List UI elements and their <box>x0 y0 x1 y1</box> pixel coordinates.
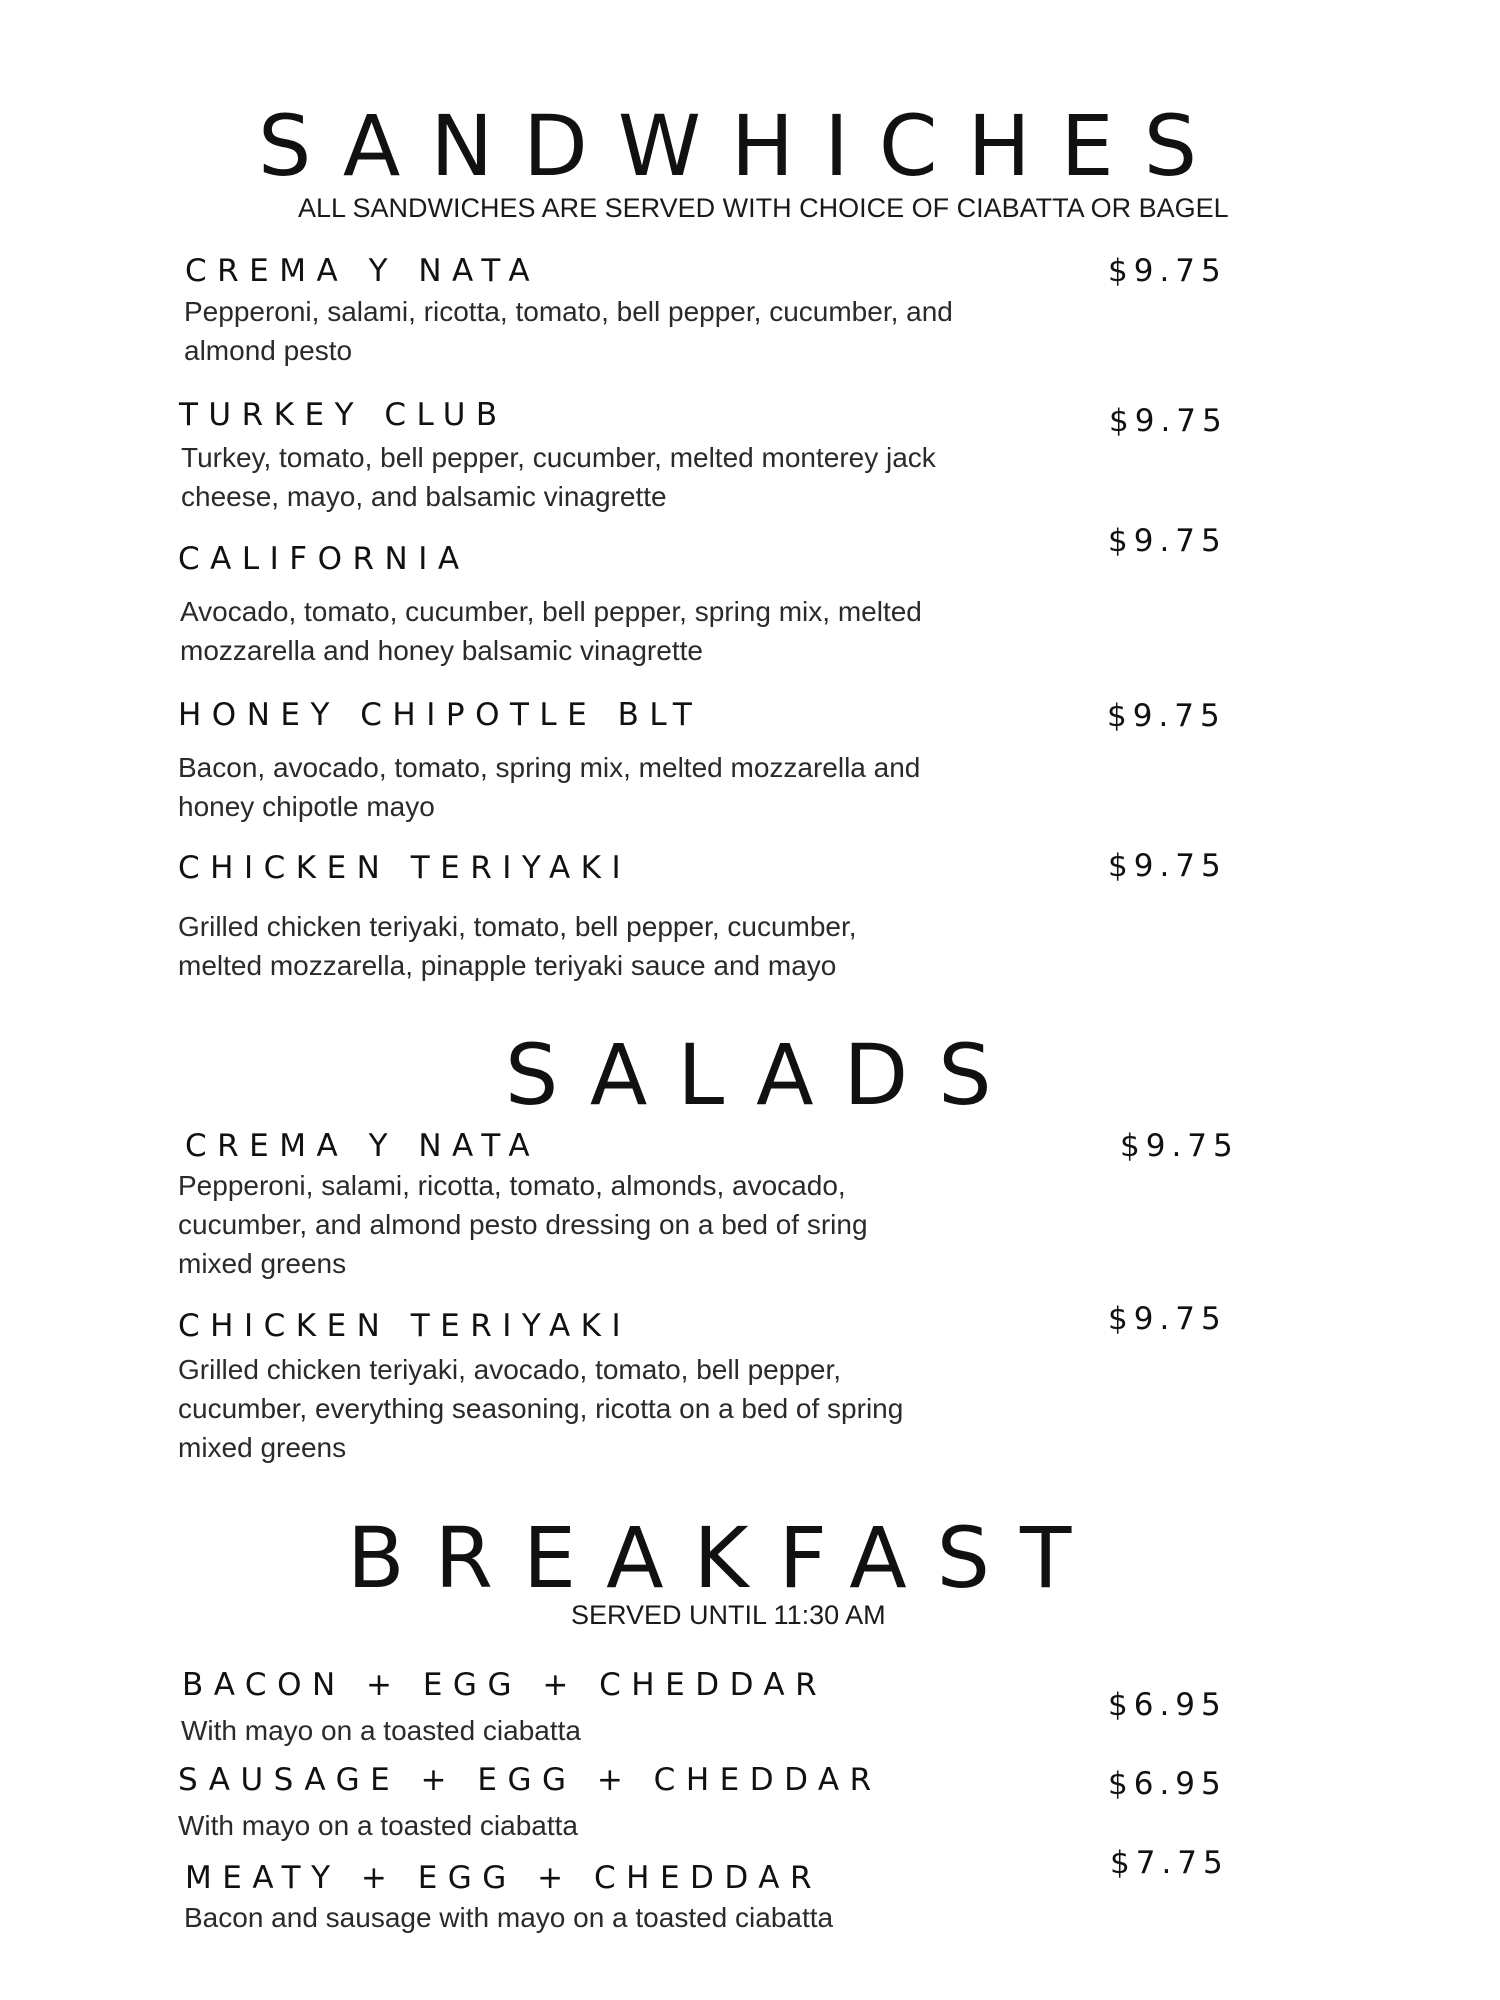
breakfast-item-description: With mayo on a toasted ciabatta <box>178 1810 578 1841</box>
sandwich-item-price: $9.75 <box>1108 523 1227 559</box>
breakfast-item-price: $6.95 <box>1108 1687 1227 1723</box>
sandwich-item-name: CHICKEN TERIYAKI <box>178 850 632 886</box>
salad-item-description: Pepperoni, salami, ricotta, tomato, almonds, avocado, cucumber, and almond pesto dressing on a bed of sring mixed greens <box>178 1170 868 1279</box>
sandwich-item-price: $9.75 <box>1108 848 1227 884</box>
breakfast-item-name: MEATY + EGG + CHEDDAR <box>185 1860 822 1896</box>
sandwich-item-name: CALIFORNIA <box>178 541 470 577</box>
sandwich-item-description: Avocado, tomato, cucumber, bell pepper, spring mix, melted mozzarella and honey balsamic vinagrette <box>180 596 922 666</box>
sandwich-item-description: Grilled chicken teriyaki, tomato, bell pepper, cucumber, melted mozzarella, pinapple teriyaki sauce and mayo <box>178 911 857 981</box>
breakfast-title: BREAKFAST <box>347 1509 1102 1607</box>
breakfast-item-description: Bacon and sausage with mayo on a toasted ciabatta <box>184 1902 834 1933</box>
sandwich-item-name: HONEY CHIPOTLE BLT <box>178 697 703 733</box>
breakfast-item-name: BACON + EGG + CHEDDAR <box>182 1667 828 1703</box>
salads-title: SALADS <box>505 1026 1022 1124</box>
breakfast-item-description: With mayo on a toasted ciabatta <box>181 1715 581 1746</box>
sandwich-item-price: $9.75 <box>1107 698 1226 734</box>
sandwich-item-price: $9.75 <box>1108 253 1227 289</box>
salad-item-description: Grilled chicken teriyaki, avocado, tomato, bell pepper, cucumber, everything seasoning, ricotta on a bed of spring mixed greens <box>178 1354 904 1463</box>
salad-item-price: $9.75 <box>1108 1301 1227 1337</box>
sandwich-item-name: CREMA Y NATA <box>185 253 541 289</box>
sandwich-item-name: TURKEY CLUB <box>179 397 508 433</box>
breakfast-item-price: $6.95 <box>1108 1766 1227 1802</box>
sandwich-item-description: Pepperoni, salami, ricotta, tomato, bell pepper, cucumber, and almond pesto <box>184 296 953 366</box>
sandwich-item-description: Bacon, avocado, tomato, spring mix, melted mozzarella and honey chipotle mayo <box>178 752 921 822</box>
salad-item-name: CREMA Y NATA <box>185 1128 541 1164</box>
breakfast-item-name: SAUSAGE + EGG + CHEDDAR <box>178 1762 882 1798</box>
breakfast-item-price: $7.75 <box>1110 1845 1229 1881</box>
sandwiches-title: SANDWHICHES <box>258 97 1228 195</box>
salad-item-price: $9.75 <box>1120 1128 1239 1164</box>
breakfast-subtitle: SERVED UNTIL 11:30 AM <box>571 1600 886 1630</box>
salad-item-name: CHICKEN TERIYAKI <box>178 1308 632 1344</box>
sandwich-item-description: Turkey, tomato, bell pepper, cucumber, melted monterey jack cheese, mayo, and balsamic vinagrette <box>181 442 936 512</box>
sandwiches-subtitle: ALL SANDWICHES ARE SERVED WITH CHOICE OF CIABATTA OR BAGEL <box>298 193 1229 223</box>
sandwich-item-price: $9.75 <box>1109 403 1228 439</box>
